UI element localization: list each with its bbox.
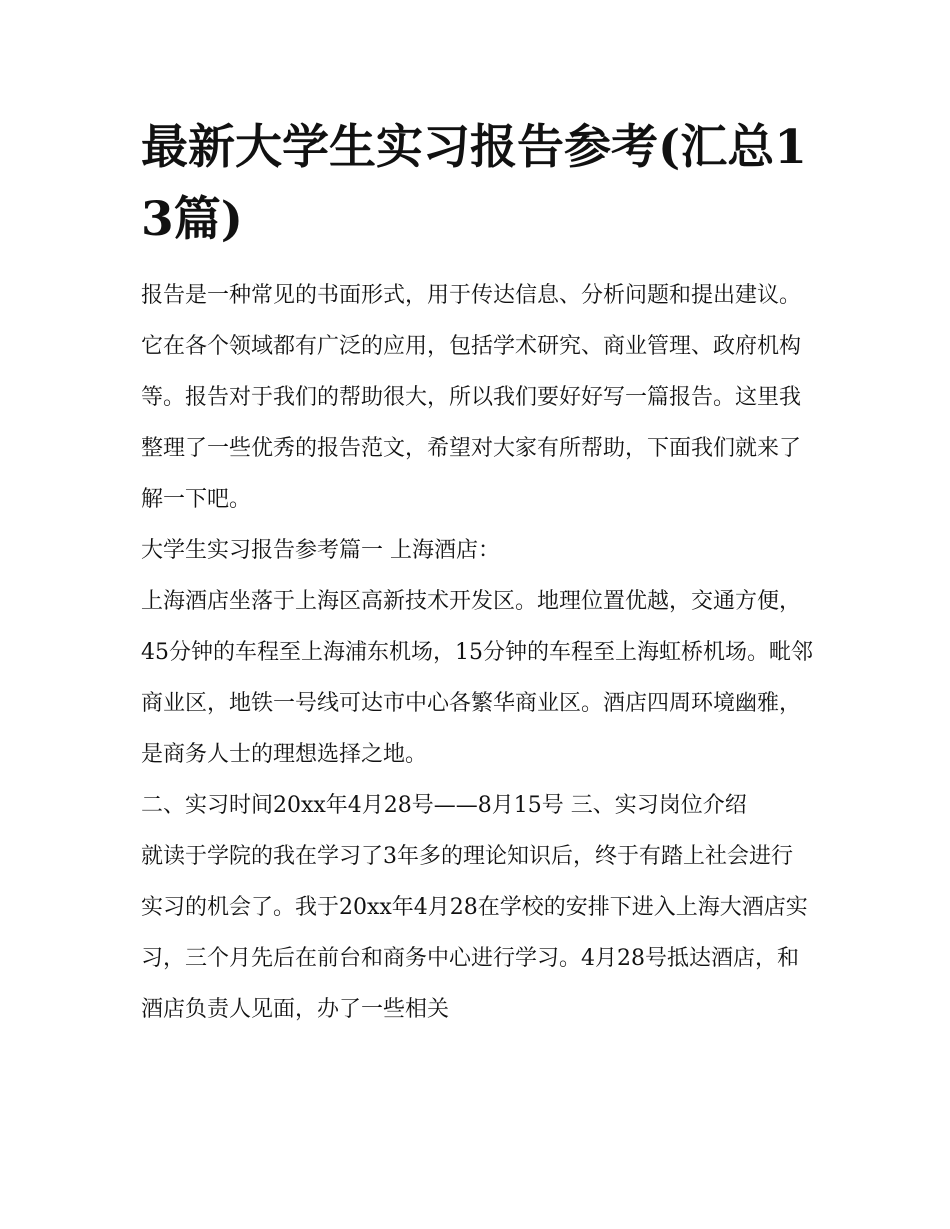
internship-experience-paragraph: 就读于学院的我在学习了3年多的理论知识后，终于有踏上社会进行实习的机会了。我于20xx年4月28在学校的安排下进入上海大酒店实习，三个月先后在前台和商务中心进行学习。4月28号抵达酒店，和酒店负责人见面，办了一些相关 (141, 844, 808, 1022)
document-body (141, 270, 813, 1035)
document-title: 最新大学生实习报告参考(汇总13篇) (141, 120, 807, 247)
intro-paragraph: 报告是一种常见的书面形式，用于传达信息、分析问题和提出建议。它在各个领域都有广泛的应用，包括学术研究、商业管理、政府机构等。报告对于我们的帮助很大，所以我们要好好写一篇报告。这里我整理了一些优秀的报告范文，希望对大家有所帮助，下面我们就来了解一下吧。 (141, 283, 802, 512)
hotel-description-paragraph: 上海酒店坐落于上海区高新技术开发区。地理位置优越，交通方便，45分钟的车程至上海浦东机场，15分钟的车程至上海虹桥机场。毗邻商业区，地铁一号线可达市中心各繁华商业区。酒店四周环境幽雅，是商务人士的理想选择之地。 (141, 589, 813, 767)
internship-time-paragraph: 二、实习时间20xx年4月28号——8月15号 三、实习岗位介绍 (141, 793, 747, 818)
section-heading-paragraph: 大学生实习报告参考篇一 上海酒店： (141, 538, 500, 563)
document-content (141, 112, 813, 1035)
